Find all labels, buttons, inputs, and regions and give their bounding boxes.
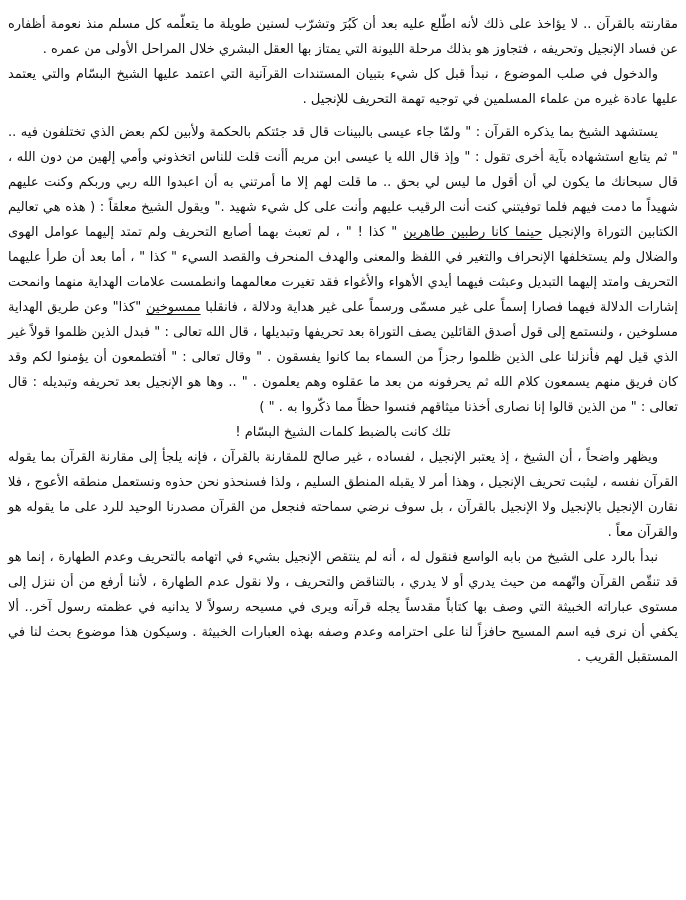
paragraph-2: والدخول في صلب الموضوع ، نبدأ قبل كل شيء بتبيان المستندات القرآنية التي اعتمد عليها الشيخ البسّام والتي يعتمد عليها عادة غيره من علماء المسلمين في توجيه تهمة التحريف للإنجيل . — [8, 67, 678, 107]
paragraph-3-text-c: "كذا" وعن طريق الهداية مسلوخين ، ولنستمع إلى قول أصدق القائلين يصف التوراة بعد تحريفها وتبديلها ، قال الله تعالى : " فبدل الذين ظلموا قولاً غير الذي قيل لهم فأنزلنا على الذين ظلموا رجزاً من السماء بما كانوا يفسقون . " وقال تعالى : " أفتطمعون أن يؤمنوا لكم وقد كان فريق منهم يسمعون كلام الله ثم يحرفونه من بعد ما عقلوه وهم يعلمون . " .. وها هو الإنجيل بعد تحريفه وتبديله : قال تعالى : " من الذين قالوا إنا نصارى أخذنا ميثاقهم فنسوا حظاً مما ذكّروا به . " ) — [8, 300, 678, 415]
paragraph-4-remark: تلك كانت بالضبط كلمات الشيخ البسّام ! — [235, 425, 451, 440]
paragraph-3-text-a: يستشهد الشيخ بما يذكره القرآن : " ولمّا جاء عيسى بالبينات قال قد جئتكم بالحكمة ولأبين لكم بعض الذي تختلفون فيه .. " ثم يتابع استشهاده بآية أخرى تقول : " وإذ قال الله يا عيسى ابن مريم أأنت قلت للناس اتخذوني وأمي إلهين من دون الله ، قال سبحانك ما يكون لي أن أقول ما ليس لي بحق .. ما قلت لهم إلا ما أمرتني به أن اعبدوا الله ربي وربكم وكنت عليهم شهيداً ما دمت فيهم فلما توفيتني كنت أنت الرقيب عليهم وأنت على كل شيء شهيد ." ويقول الشيخ معلقاً : ( هذه هي تعاليم الكتابين التوراة والإنجيل — [8, 125, 678, 240]
paragraph-3-quotation — [8, 120, 678, 420]
underlined-phrase-pure: حينما كانا رطبين طاهرين — [403, 225, 543, 240]
paragraph-5: ويظهر واضحاً ، أن الشيخ ، إذ يعتبر الإنجيل ، لفساده ، غير صالح للمقارنة بالقرآن ، فإنه يلجأ إلى مقارنة القرآن بما يقوله القرآن نفسه ، ليثبت تحريف الإنجيل ، وهذا أمر لا يقبله المنطق السليم ، ولذا فسنحذو نحن حذوه ونستعمل منطقه الأعوج ، فلا نقارن الإنجيل بالإنجيل ولا الإنجيل بالقرآن ، بل سوف نرضي سماحته فنجعل من القرآن مصدرنا الوحيد للرد على ما يقوله هو والقرآن معاً . — [8, 450, 678, 540]
paragraph-6: نبدأ بالرد على الشيخ من بابه الواسع فنقول له ، أنه لم ينتقص الإنجيل بشيء في اتهامه بالتحريف وعدم الطهارة ، إنما هو قد تنقّص القرآن واتّهمه من حيث يدري أو لا يدري ، بالتناقض والتحريف ، ولا نقول عدم الطهارة ، لأننا أرفع من أن ننزل إلى مستوى عباراته الخبيثة التي وصف بها كتاباً مقدساً يجله قرآنه ويرى في مسيحه رسولاً لا يدانيه في عظمته رسول آخر.. ألا يكفي أن نرى فيه اسم المسيح حافزاً لنا على احترامه وعدم وصفه بهذه العبارات الخبيثة . وسيكون هذا موضوع بحث لنا في المستقبل القريب . — [8, 550, 678, 665]
underlined-phrase-distorted: ممسوخين — [145, 300, 201, 315]
paragraph-1: مقارنته بالقرآن .. لا يؤاخذ على ذلك لأنه اطّلع عليه بعد أن كَبُرَ وتشرّب لسنين طويلة ما يتعلّمه كل مسلم منذ نعومة أظفاره عن فساد الإنجيل وتحريفه ، فتجاوز هو بذلك مرحلة الليونة التي يمتاز بها العقل البشري خلال المراحل الأولى من عمره . — [8, 17, 678, 57]
paragraph-3-text-b: " كذا ! " ، لم تعبث بهما أصابع التحريف ولم تمتد إليهما عوامل الهوى والضلال ولم يستخلفها الإنحراف والتغير في اللفظ والمعنى والهدف المنحرف والقصد السيء " كذا " ، أما بعد أن طرأ عليهما التحريف وامتد إليهما التبديل وعبثت فيهما أيدي الأهواء والأغواء فقد تغيرت معالمهما وانطمست علامات الهداية منهما وانمحت إشارات الدلالة فيهما فصارا إسماً على غير مسمّى ورسماً على غير هداية ودلالة ، فانقلبا — [8, 225, 678, 315]
